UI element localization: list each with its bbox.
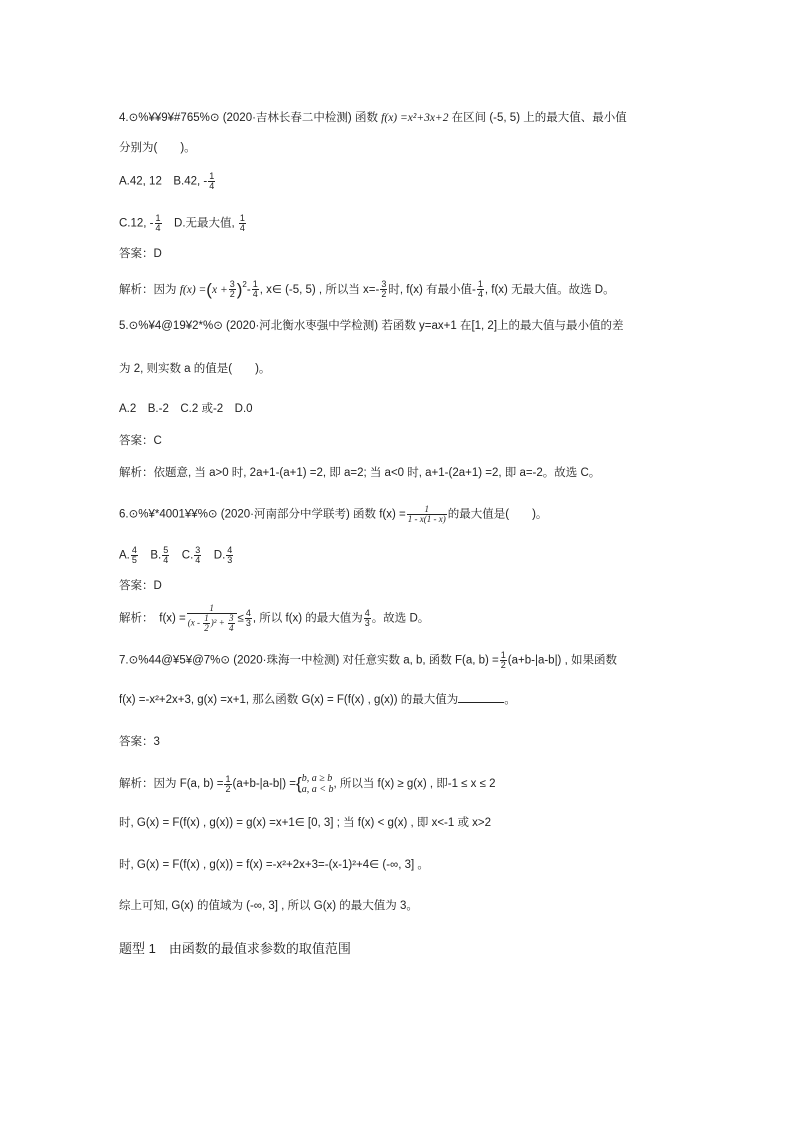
q5-source: (2020·河北衡水枣强中学检测) [226, 320, 379, 332]
q7-analysis-line3: 时, G(x) = F(f(x) , g(x)) = f(x) =-x²+2x+3=-(x-1)²+4∈ (-∞, 3] 。 [119, 859, 429, 871]
q7-analysis-line1: 解析：因为 F(a, b) = $\frac{1}{2}$ (a+b-|a-b|) ={ b, a ≥ b a, a < b , 所以当 f(x) ≥ g(x) , 即-1 ≤ x ≤ 2 [119, 773, 496, 795]
answer-blank [458, 692, 504, 703]
q6-source: (2020·河南部分中学联考) [220, 508, 350, 521]
q4-number: 4. [119, 112, 129, 124]
q5-line1: 5.⊙%¥4@19¥2*%⊙ (2020·河北衡水枣强中学检测) 若函数 y=ax+1 在[1, 2]上的最大值与最小值的差 [119, 320, 624, 332]
q6-code: ⊙%¥*4001¥¥%⊙ [128, 508, 218, 521]
q4-analysis: 解析：因为 f(x) =(x + $\frac{3}{2}$ )$^2$- $\frac{1}{4}$ , x∈ (-5, 5) , 所以当 x=- $\frac{3}{2}$ 时, f(x) 有最小值- $\frac{1}{4}$ , f(x) 无最大值。故选 D。 [119, 279, 615, 300]
q4-source: (2020·吉林长春二中检测) [222, 112, 352, 124]
q6-analysis: 解析： f(x) = 1 (x - $\frac{1}{2}$ )² + $\frac{3}{4}$ ≤ $\frac{4}{3}$ , 所以 f(x) 的最大值为 $\frac{4}{3}$ 。故选 D。 [119, 603, 430, 633]
q6-line1: 6.⊙%¥*4001¥¥%⊙ (2020·河南部分中学联考) 函数 f(x) = $\frac{1}{1 - x(1 - x)}$ 的最大值是( )。 [119, 504, 548, 524]
q7-code: ⊙%44@¥5¥@7%⊙ [128, 654, 231, 667]
q4-code: ⊙%¥¥9¥#765%⊙ [128, 112, 220, 124]
q4-line1: 4.⊙%¥¥9¥#765%⊙ (2020·吉林长春二中检测) 函数 f(x) =x²+3x+2 在区间 (-5, 5) 上的最大值、最小值 [119, 112, 627, 124]
q7-answer: 答案：3 [119, 736, 160, 748]
q5-analysis: 解析：依题意, 当 a>0 时, 2a+1-(a+1) =2, 即 a=2; 当 a<0 时, a+1-(2a+1) =2, 即 a=-2。故选 C。 [119, 467, 601, 479]
q4-options-cd: C.12, - $\frac{1}{4}$ D.无最大值, $\frac{1}{4}$ [119, 213, 245, 233]
q4-line2: 分别为( )。 [119, 142, 196, 154]
q4-answer: 答案：D [119, 248, 162, 260]
q5-options: A.2 B.-2 C.2 或-2 D.0 [119, 403, 253, 415]
q5-line2: 为 2, 则实数 a 的值是( )。 [119, 363, 271, 375]
fraction: $\frac{1}{4}$ [239, 213, 245, 233]
q5-answer: 答案：C [119, 435, 162, 447]
q5-code: ⊙%¥4@19¥2*%⊙ [128, 320, 223, 332]
fraction: $\frac{1}{4}$ [155, 213, 161, 233]
q7-source: (2020·珠海一中检测) [233, 654, 340, 667]
q7-analysis-line4: 综上可知, G(x) 的值域为 (-∞, 3] , 所以 G(x) 的最大值为 3。 [119, 900, 418, 912]
q7-analysis-line2: 时, G(x) = F(f(x) , g(x)) = g(x) =x+1∈ [0, 3] ; 当 f(x) < g(x) , 即 x<-1 或 x>2 [119, 817, 492, 829]
piecewise: b, a ≥ b a, a < b [301, 773, 334, 795]
q4-function: f(x) =x²+3x+2 [381, 112, 449, 124]
q7-line2: f(x) =-x²+2x+3, g(x) =x+1, 那么函数 G(x) = F(f(x) , g(x)) 的最大值为 。 [119, 694, 516, 706]
section-heading: 题型 1 由函数的最值求参数的取值范围 [119, 941, 351, 956]
q7-line1: 7.⊙%44@¥5¥@7%⊙ (2020·珠海一中检测) 对任意实数 a, b, 函数 F(a, b) = $\frac{1}{2}$ (a+b-|a-b|) , 如果函数 [119, 650, 617, 670]
q6-options: A. $\frac{4}{5}$ B. $\frac{5}{4}$ C. $\frac{3}{4}$ D. $\frac{4}{3}$ [119, 545, 233, 565]
fraction: $\frac{1}{4}$ [209, 171, 215, 191]
q4-options-ab: A.42, 12 B.42, - $\frac{1}{4}$ [119, 171, 215, 191]
q6-answer: 答案：D [119, 580, 162, 592]
